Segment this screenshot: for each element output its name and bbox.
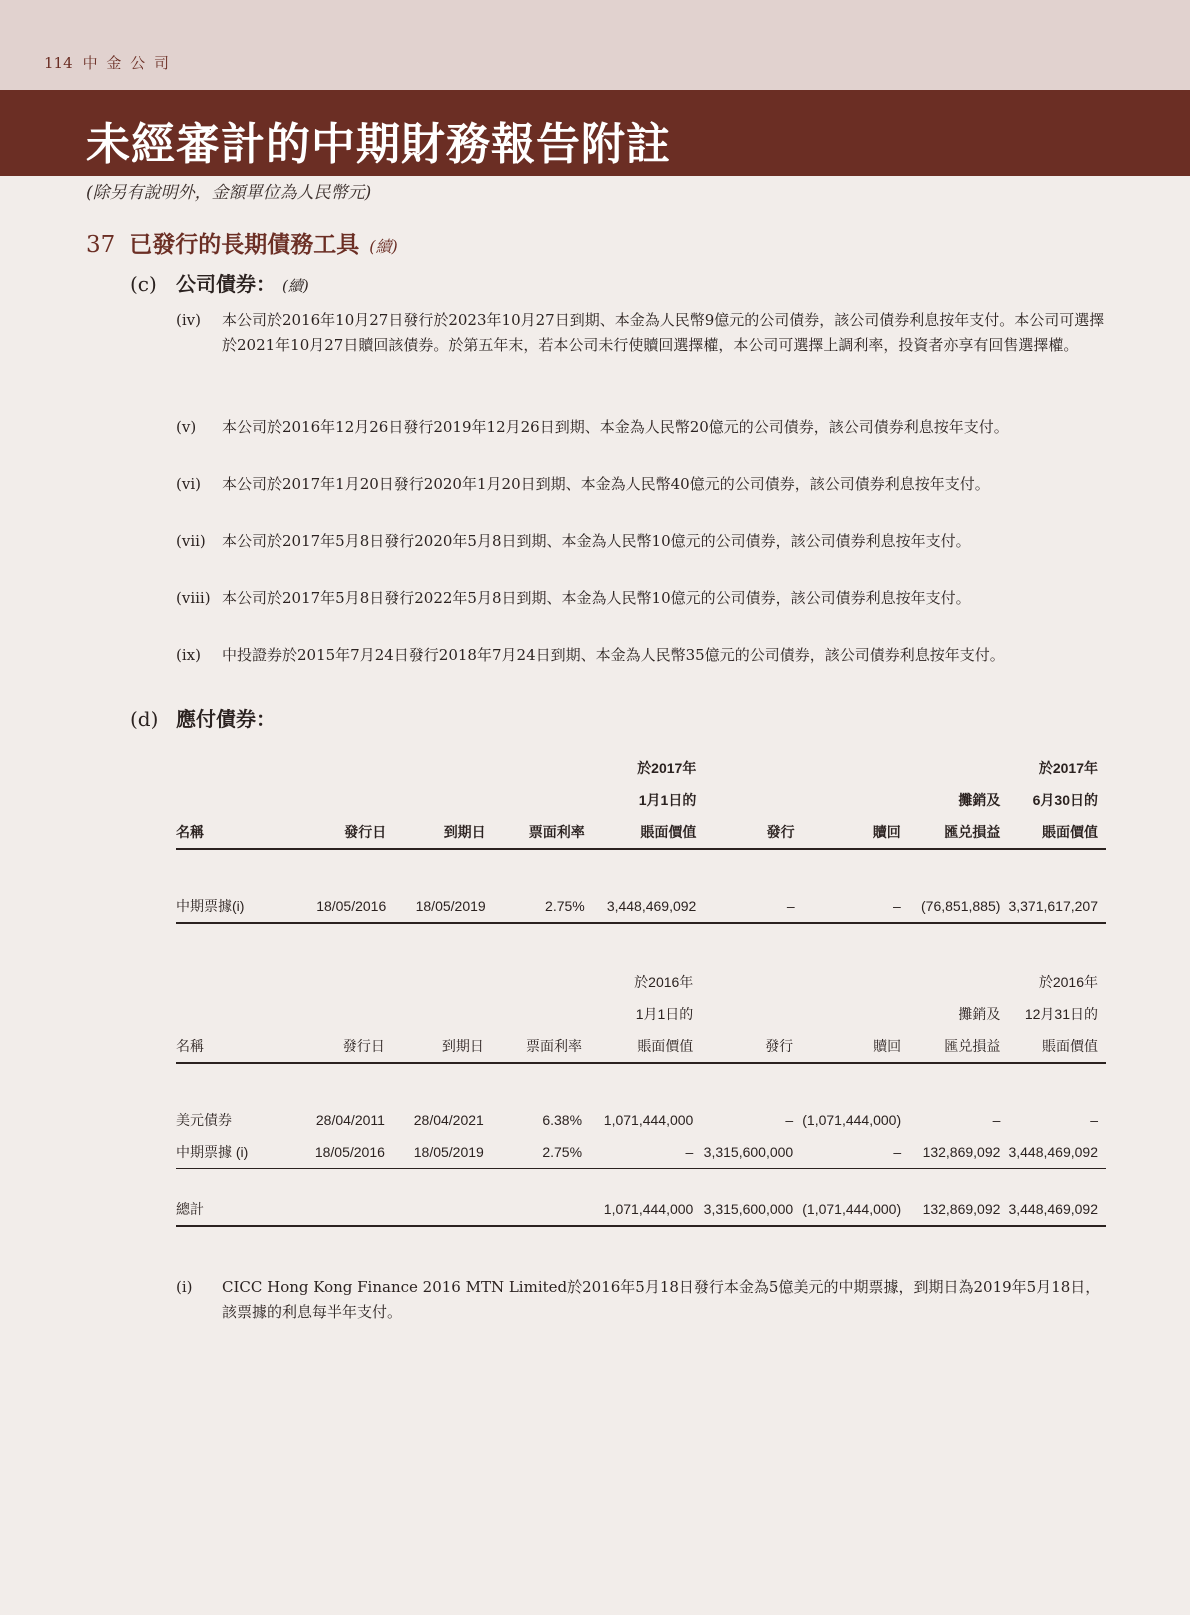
table-row: 中期票據 (i) 18/05/2016 18/05/2019 2.75% – 3,315,600,000 – 132,869,092 3,448,469,092 <box>176 1136 1106 1169</box>
note-item <box>176 529 1110 554</box>
top-bar <box>0 0 1190 90</box>
subsection-title: 應付債券： <box>176 707 276 731</box>
item-text: 本公司於2016年10月27日發行於2023年10月27日到期、本金為人民幣9億元的公司債券，該公司債券利息按年支付。本公司可選擇於2021年10月27日贖回該債券。於第五年末，若本公司未行使贖回選擇權，本公司可選擇上調利率，投資者亦享有回售選擇權。 <box>222 311 1105 354</box>
footnote <box>176 1275 1110 1325</box>
item-text: 本公司於2017年1月20日發行2020年1月20日到期、本金為人民幣40億元的公司債券，該公司債券利息按年支付。 <box>222 475 990 493</box>
col-closing-header: 賬面價值 <box>1008 1024 1106 1063</box>
note-item <box>176 415 1110 440</box>
col-maturity-header: 到期日 <box>394 810 493 849</box>
col-amortisation-header: 攤銷及 <box>958 1006 1001 1022</box>
note-item <box>176 308 1110 358</box>
col-name-header: 名稱 <box>176 1024 294 1063</box>
item-text: 中投證券於2015年7月24日發行2018年7月24日到期、本金為人民幣35億元的公司債券，該公司債券利息按年支付。 <box>222 646 1005 664</box>
company-name: 中 金 公 司 <box>82 54 171 72</box>
unit-note: (除另有說明外，金額單位為人民幣元) <box>86 183 372 203</box>
table-header-row <box>176 810 1106 849</box>
bonds-table-2017 <box>176 746 1106 924</box>
col-closing-header: 6月30日的 <box>1032 792 1098 808</box>
col-closing-header: 於2016年 <box>1038 974 1098 990</box>
footnote-mark: (i) <box>176 1278 193 1296</box>
title-banner <box>0 90 1190 176</box>
col-opening-header: 賬面價值 <box>590 1024 701 1063</box>
subsection-c-heading <box>130 268 309 297</box>
col-redemption-header: 贖回 <box>803 810 909 849</box>
table-row: 中期票據(i) 18/05/2016 18/05/2019 2.75% 3,448,469,092 – – (76,851,885) 3,371,617,207 <box>176 890 1106 923</box>
col-redemption-header: 贖回 <box>801 1024 909 1063</box>
section-continued: (續) <box>369 237 398 256</box>
item-mark: (viii) <box>176 589 211 607</box>
footnote-text: CICC Hong Kong Finance 2016 MTN Limited於2016年5月18日發行本金為5億美元的中期票據，到期日為2019年5月18日，該票據的利息每半年支付。 <box>222 1278 1101 1321</box>
col-opening-header: 於2017年 <box>637 760 697 776</box>
col-closing-header: 12月31日的 <box>1024 1006 1098 1022</box>
item-text: 本公司於2017年5月8日發行2020年5月8日到期、本金為人民幣10億元的公司債券，該公司債券利息按年支付。 <box>222 532 971 550</box>
subsection-title: 公司債券： <box>176 272 276 296</box>
col-closing-header: 賬面價值 <box>1008 810 1106 849</box>
table-header-row <box>176 746 1106 778</box>
subsection-d-heading <box>130 703 276 732</box>
col-opening-header: 1月1日的 <box>638 792 697 808</box>
col-issue-date-header: 發行日 <box>295 810 394 849</box>
section-number: 37 <box>86 232 116 258</box>
col-coupon-header: 票面利率 <box>492 1024 590 1063</box>
col-opening-header: 賬面價值 <box>593 810 705 849</box>
item-text: 本公司於2017年5月8日發行2022年5月8日到期、本金為人民幣10億元的公司債券，該公司債券利息按年支付。 <box>222 589 971 607</box>
subsection-continued: (續) <box>282 277 309 295</box>
item-mark: (vi) <box>176 475 201 493</box>
col-coupon-header: 票面利率 <box>494 810 593 849</box>
item-mark: (ix) <box>176 646 201 664</box>
col-closing-header: 於2017年 <box>1038 760 1098 776</box>
note-item <box>176 472 1110 497</box>
item-mark: (vii) <box>176 532 206 550</box>
bonds-table-2016 <box>176 960 1106 1227</box>
col-name-header: 名稱 <box>176 810 295 849</box>
section-title: 已發行的長期債務工具 <box>129 231 360 258</box>
col-issuance-header: 發行 <box>701 1024 801 1063</box>
subsection-letter: (c) <box>130 272 157 296</box>
note-item <box>176 586 1110 611</box>
table-total-row: 總計 1,071,444,000 3,315,600,000 (1,071,444,000) 132,869,092 3,448,469,092 <box>176 1193 1106 1226</box>
page-number: 114 <box>44 54 73 72</box>
table-header-row <box>176 992 1106 1024</box>
page-title: 未經審計的中期財務報告附註 <box>86 119 671 170</box>
col-amortisation-header: 匯兑損益 <box>909 810 1009 849</box>
section-heading <box>86 226 398 259</box>
table-header-row <box>176 960 1106 992</box>
col-issuance-header: 發行 <box>704 810 802 849</box>
item-text: 本公司於2016年12月26日發行2019年12月26日到期、本金為人民幣20億元的公司債券，該公司債券利息按年支付。 <box>222 418 1009 436</box>
subsection-letter: (d) <box>130 707 159 731</box>
table-header-row <box>176 778 1106 810</box>
note-item <box>176 643 1110 668</box>
col-issue-date-header: 發行日 <box>294 1024 393 1063</box>
table-row: 美元債券 28/04/2011 28/04/2021 6.38% 1,071,444,000 – (1,071,444,000) – – <box>176 1112 1098 1128</box>
page-header <box>44 52 171 73</box>
col-amortisation-header: 匯兑損益 <box>909 1024 1008 1063</box>
col-amortisation-header: 攤銷及 <box>958 792 1001 808</box>
table-header-row <box>176 1024 1106 1063</box>
item-mark: (iv) <box>176 311 201 329</box>
col-maturity-header: 到期日 <box>393 1024 492 1063</box>
col-opening-header: 1月1日的 <box>635 1006 694 1022</box>
item-mark: (v) <box>176 418 197 436</box>
col-opening-header: 於2016年 <box>634 974 694 990</box>
